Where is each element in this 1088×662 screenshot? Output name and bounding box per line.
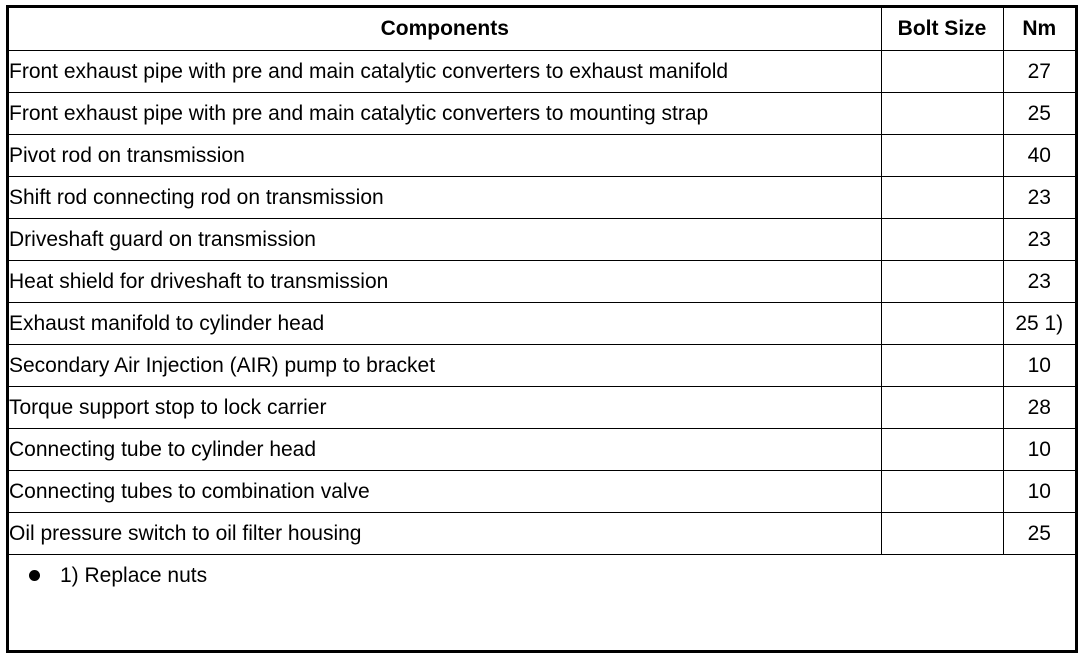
table-row <box>9 176 1075 218</box>
cell-component: Front exhaust pipe with pre and main catalytic converters to mounting strap <box>9 92 881 134</box>
cell-component: Front exhaust pipe with pre and main catalytic converters to exhaust manifold <box>9 50 881 92</box>
table-row <box>9 470 1075 512</box>
cell-component: Oil pressure switch to oil filter housing <box>9 512 881 554</box>
cell-bolt-size <box>881 218 1003 260</box>
cell-nm: 27 <box>1003 50 1075 92</box>
cell-bolt-size <box>881 344 1003 386</box>
cell-nm: 10 <box>1003 428 1075 470</box>
notes-section <box>9 555 1075 586</box>
cell-bolt-size <box>881 302 1003 344</box>
cell-nm: 25 <box>1003 512 1075 554</box>
table-row <box>9 386 1075 428</box>
cell-nm: 10 <box>1003 344 1075 386</box>
cell-bolt-size <box>881 386 1003 428</box>
table-row <box>9 134 1075 176</box>
cell-nm: 25 1) <box>1003 302 1075 344</box>
cell-nm: 25 <box>1003 92 1075 134</box>
cell-bolt-size <box>881 512 1003 554</box>
cell-bolt-size <box>881 134 1003 176</box>
table-header-row <box>9 8 1075 50</box>
torque-spec-frame <box>6 5 1078 653</box>
table-row <box>9 260 1075 302</box>
column-header-nm: Nm <box>1003 8 1075 50</box>
table-row <box>9 92 1075 134</box>
table-row <box>9 50 1075 92</box>
table-row <box>9 512 1075 554</box>
cell-component: Secondary Air Injection (AIR) pump to bracket <box>9 344 881 386</box>
cell-bolt-size <box>881 428 1003 470</box>
cell-nm: 23 <box>1003 176 1075 218</box>
note-item <box>29 565 1075 586</box>
cell-bolt-size <box>881 92 1003 134</box>
cell-nm: 40 <box>1003 134 1075 176</box>
column-header-bolt-size: Bolt Size <box>881 8 1003 50</box>
cell-component: Heat shield for driveshaft to transmission <box>9 260 881 302</box>
cell-component: Torque support stop to lock carrier <box>9 386 881 428</box>
cell-nm: 10 <box>1003 470 1075 512</box>
table-body <box>9 50 1075 554</box>
torque-spec-table <box>9 8 1075 555</box>
cell-component: Exhaust manifold to cylinder head <box>9 302 881 344</box>
cell-component: Shift rod connecting rod on transmission <box>9 176 881 218</box>
cell-bolt-size <box>881 50 1003 92</box>
table-row <box>9 344 1075 386</box>
note-text: 1) Replace nuts <box>60 563 208 587</box>
cell-component: Pivot rod on transmission <box>9 134 881 176</box>
table-row <box>9 302 1075 344</box>
cell-component: Connecting tubes to combination valve <box>9 470 881 512</box>
cell-nm: 28 <box>1003 386 1075 428</box>
cell-component: Driveshaft guard on transmission <box>9 218 881 260</box>
column-header-components: Components <box>9 8 881 50</box>
cell-bolt-size <box>881 176 1003 218</box>
table-row <box>9 428 1075 470</box>
cell-component: Connecting tube to cylinder head <box>9 428 881 470</box>
cell-bolt-size <box>881 260 1003 302</box>
table-row <box>9 218 1075 260</box>
cell-nm: 23 <box>1003 260 1075 302</box>
bullet-icon <box>29 570 40 581</box>
cell-bolt-size <box>881 470 1003 512</box>
cell-nm: 23 <box>1003 218 1075 260</box>
